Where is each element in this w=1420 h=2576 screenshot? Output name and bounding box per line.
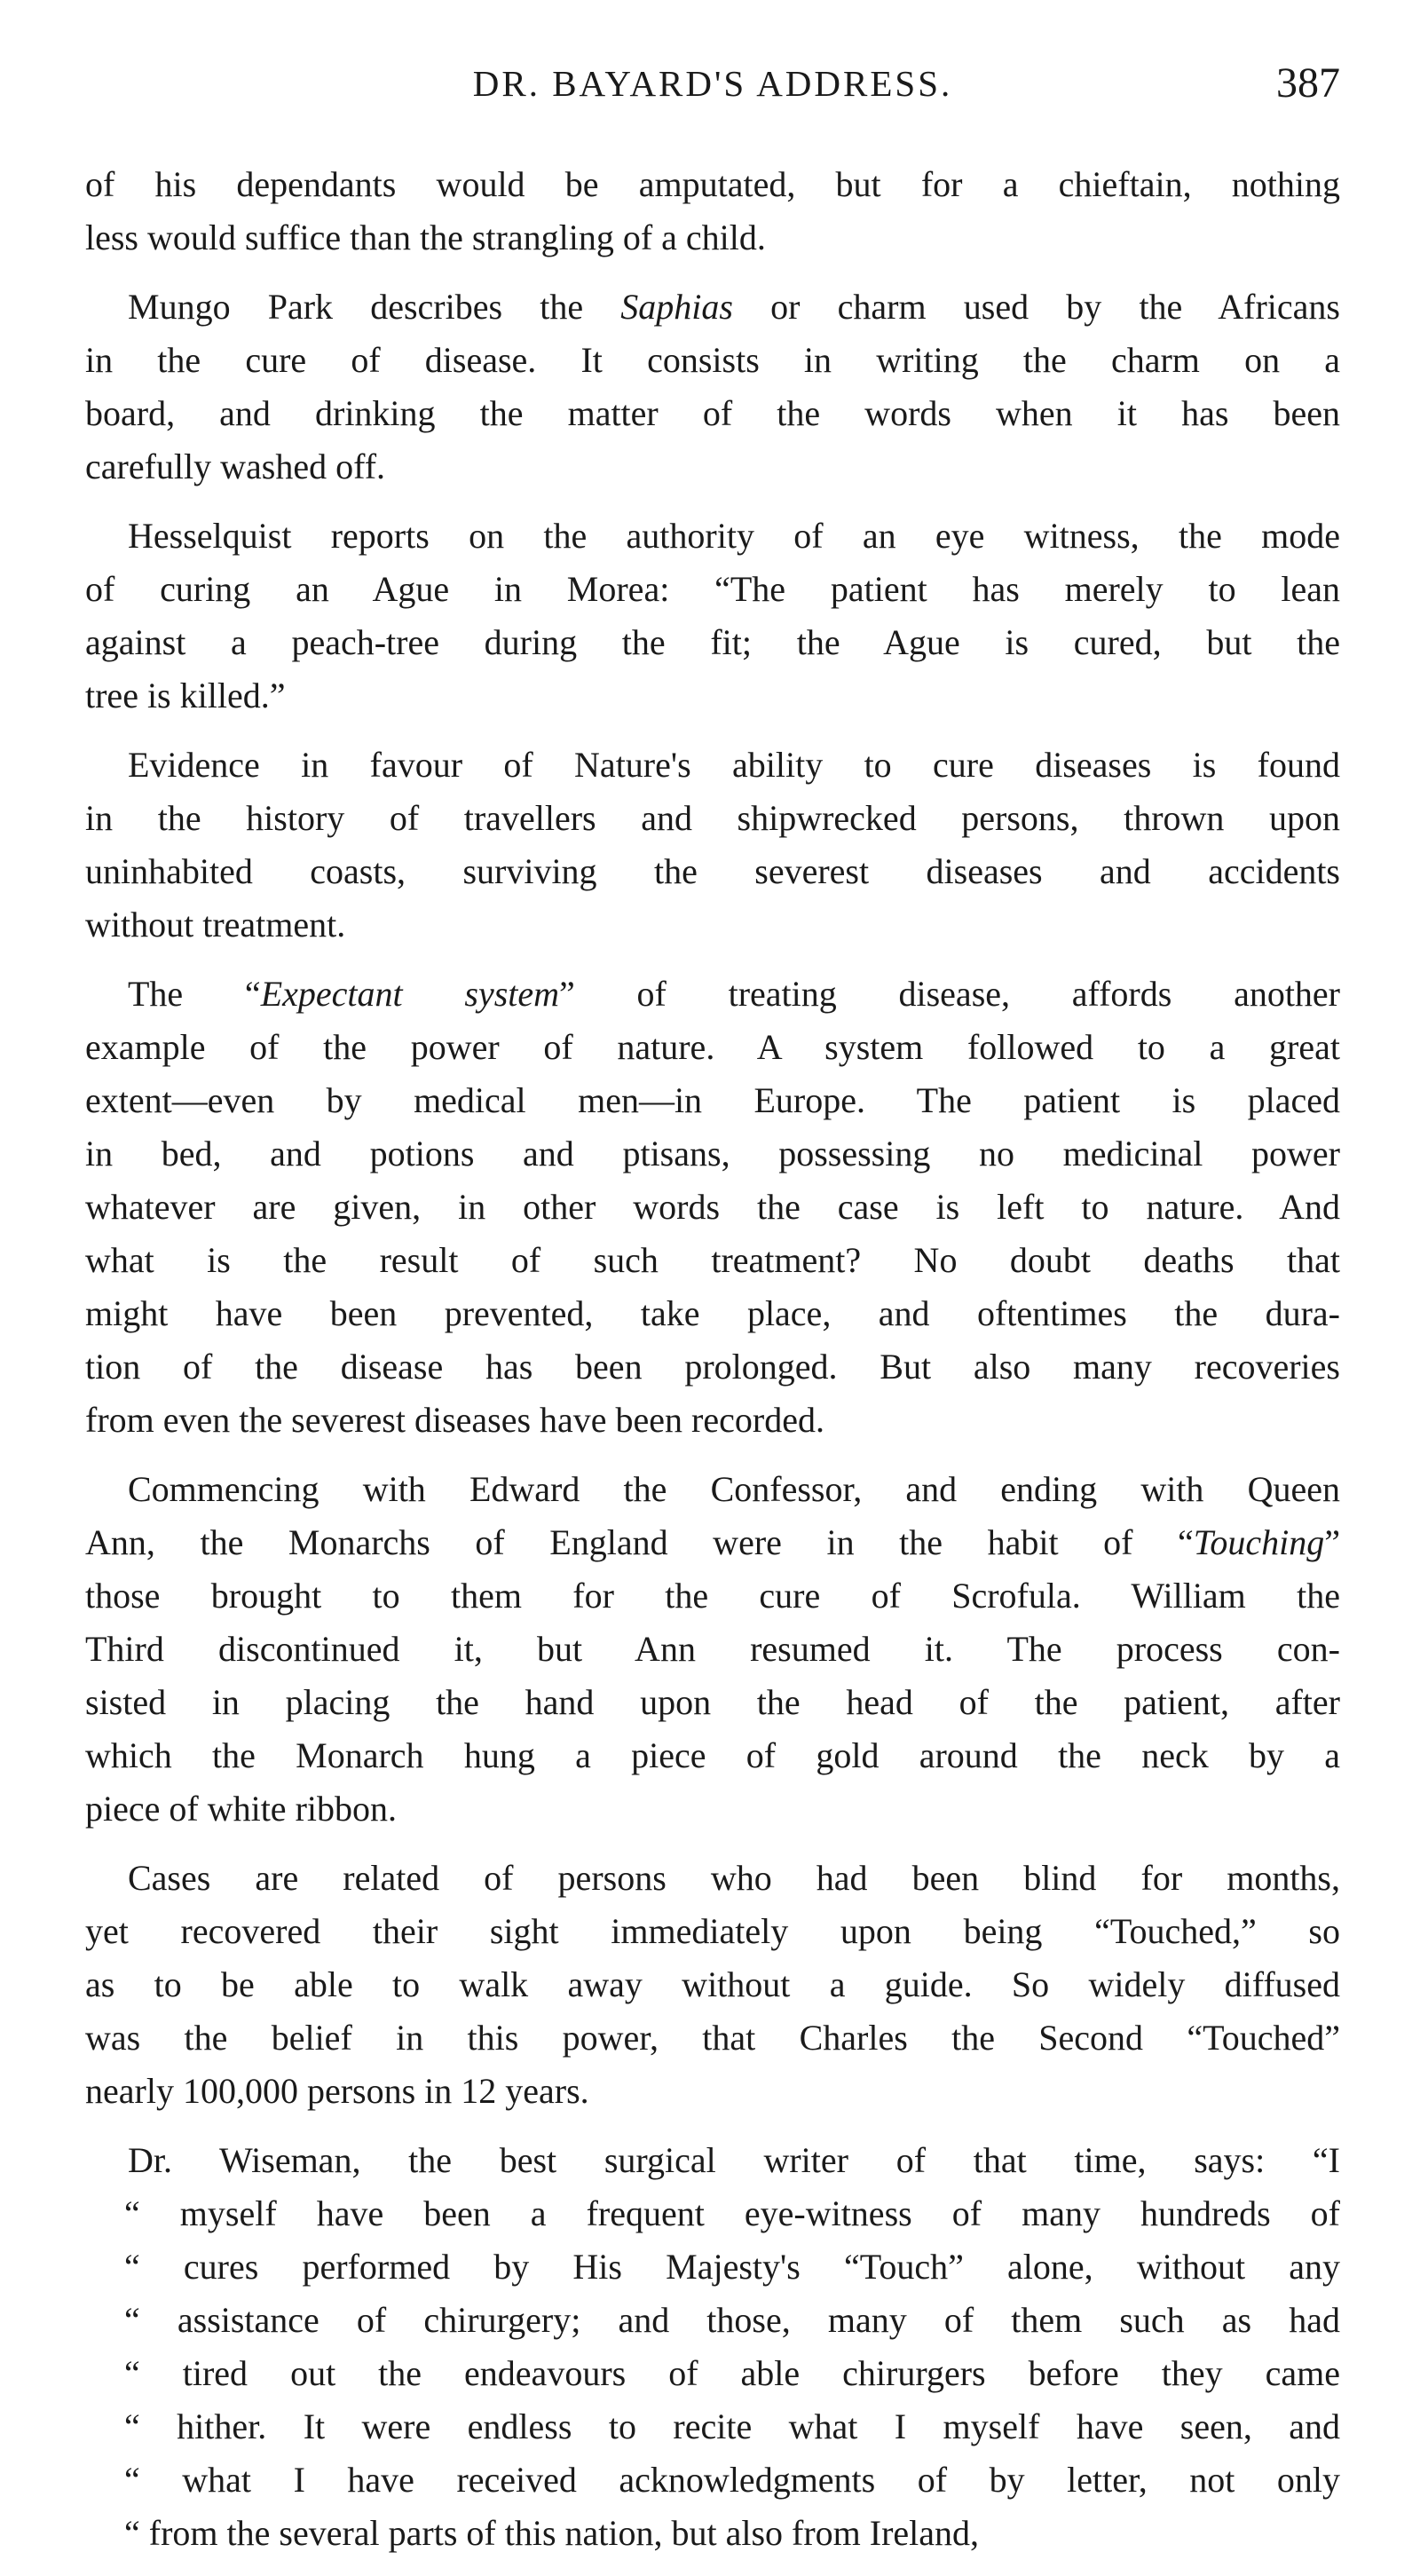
paragraph bbox=[85, 281, 1340, 494]
text-line: The “Expectant system” of treating disease, affords another bbox=[128, 974, 1340, 1014]
body-text bbox=[85, 158, 1340, 2576]
text-line: was the belief in this power, that Charles the Second “Touched” bbox=[85, 2018, 1340, 2058]
text-line: in the cure of disease. It consists in writing the charm on a bbox=[85, 340, 1340, 380]
text-line: those brought to them for the cure of Scrofula. William the bbox=[85, 1576, 1340, 1616]
text-line: what is the result of such treatment? No doubt deaths that bbox=[85, 1240, 1340, 1280]
text-line: “ assistance of chirurgery; and those, many of them such as had bbox=[124, 2300, 1340, 2340]
text-line: without treatment. bbox=[85, 905, 346, 944]
text-line: “ tired out the endeavours of able chirurgers before they came bbox=[124, 2353, 1340, 2393]
text-line: as to be able to walk away without a guide. So widely diffused bbox=[85, 1964, 1340, 2004]
running-title: DR. BAYARD'S ADDRESS. bbox=[472, 63, 953, 104]
text-line: carefully washed off. bbox=[85, 446, 386, 486]
text-line: against a peach-tree during the fit; the Ague is cured, but the bbox=[85, 622, 1340, 662]
text-line: piece of white ribbon. bbox=[85, 1789, 397, 1829]
text-line: example of the power of nature. A system followed to a great bbox=[85, 1027, 1340, 1067]
text-line: “ hither. It were endless to recite what I myself have seen, and bbox=[124, 2406, 1340, 2446]
text-line: Cases are related of persons who had been blind for months, bbox=[128, 1858, 1340, 1898]
text-line: Dr. Wiseman, the best surgical writer of that time, says: “I bbox=[128, 2140, 1340, 2180]
text-line: Evidence in favour of Nature's ability to cure diseases is found bbox=[128, 745, 1340, 785]
text-line: yet recovered their sight immediately upon being “Touched,” so bbox=[85, 1911, 1340, 1951]
text-line: tion of the disease has been prolonged. But also many recoveries bbox=[85, 1347, 1340, 1387]
text-line: “ cures performed by His Majesty's “Touch” alone, without any bbox=[124, 2247, 1340, 2287]
text-line: of curing an Ague in Morea: “The patient has merely to lean bbox=[85, 569, 1340, 609]
text-line: Mungo Park describes the Saphias or charm used by the Africans bbox=[128, 287, 1340, 327]
text-line: nearly 100,000 persons in 12 years. bbox=[85, 2071, 589, 2111]
paragraph bbox=[85, 1463, 1340, 1836]
text-line: tree is killed.” bbox=[85, 676, 286, 715]
paragraph bbox=[85, 510, 1340, 723]
text-line: less would suffice than the strangling of a child. bbox=[85, 217, 766, 257]
text-line: from even the severest diseases have been recorded. bbox=[85, 1400, 824, 1440]
text-line: Ann, the Monarchs of England were in the habit of “Touching” bbox=[85, 1522, 1340, 1562]
text-line: Commencing with Edward the Confessor, and ending with Queen bbox=[128, 1469, 1340, 1509]
text-line: which the Monarch hung a piece of gold around the neck by a bbox=[85, 1735, 1340, 1775]
text-line: board, and drinking the matter of the words when it has been bbox=[85, 393, 1340, 433]
paragraph bbox=[85, 968, 1340, 1447]
text-line: Third discontinued it, but Ann resumed it. The process con- bbox=[85, 1629, 1340, 1669]
text-line: “ from the several parts of this nation, but also from Ireland, bbox=[124, 2513, 980, 2553]
text-line: extent—even by medical men—in Europe. The patient is placed bbox=[85, 1080, 1340, 1120]
running-head bbox=[85, 59, 1340, 115]
text-line: “ what I have received acknowledgments of by letter, not only bbox=[124, 2460, 1340, 2500]
text-line: of his dependants would be amputated, but for a chieftain, nothing bbox=[85, 164, 1340, 204]
paragraph bbox=[85, 158, 1340, 265]
text-line: might have been prevented, take place, and oftentimes the dura- bbox=[85, 1293, 1340, 1333]
text-line: sisted in placing the hand upon the head of the patient, after bbox=[85, 1682, 1340, 1722]
page-number: 387 bbox=[1276, 59, 1340, 107]
paragraph bbox=[85, 2134, 1340, 2560]
paragraph bbox=[85, 1852, 1340, 2118]
text-line: Hesselquist reports on the authority of an eye witness, the mode bbox=[128, 516, 1340, 556]
text-line: whatever are given, in other words the case is left to nature. And bbox=[85, 1187, 1340, 1227]
text-line: in bed, and potions and ptisans, possessing no medicinal power bbox=[85, 1134, 1340, 1173]
text-line: uninhabited coasts, surviving the severest diseases and accidents bbox=[85, 851, 1340, 891]
text-line: in the history of travellers and shipwrecked persons, thrown upon bbox=[85, 798, 1340, 838]
paragraph bbox=[85, 739, 1340, 952]
text-line: “ myself have been a frequent eye-witness of many hundreds of bbox=[124, 2193, 1340, 2233]
